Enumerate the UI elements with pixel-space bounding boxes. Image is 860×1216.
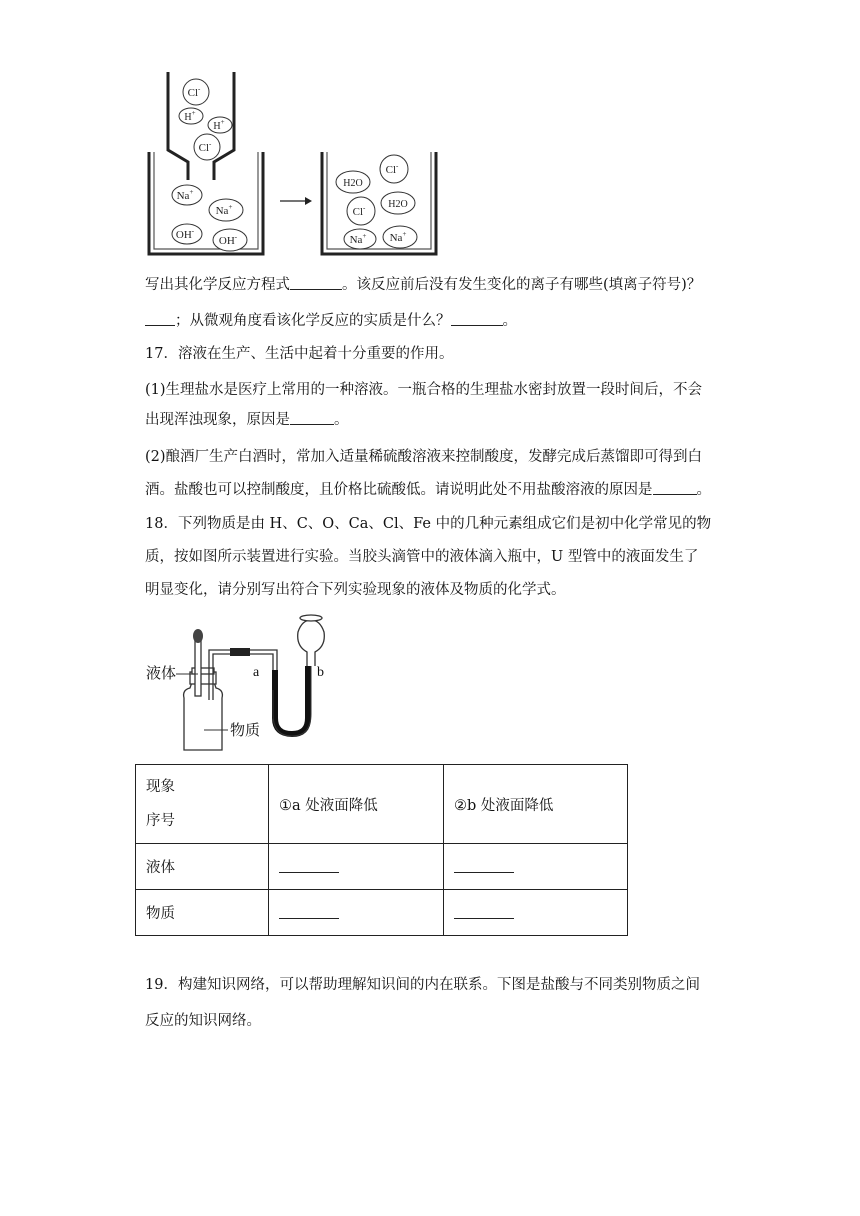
ion-label: H+ (184, 109, 196, 123)
answer-blank[interactable] (454, 904, 514, 919)
header-cell: 现象 序号 (136, 765, 269, 844)
row-label-substance: 物质 (136, 890, 269, 936)
answer-blank[interactable] (290, 410, 334, 425)
answer-blank[interactable] (454, 858, 514, 873)
q17-part2-line1: (2)酿酒厂生产白酒时，常加入适量稀硫酸溶液来控制酸度，发酵完成后蒸馏即可得到白 (145, 449, 703, 465)
table-cell (444, 890, 628, 936)
q17-part2-line2: 酒。盐酸也可以控制酸度，且价格比硫酸低。请说明此处不用盐酸溶液的原因是 。 (145, 482, 711, 498)
q19-line1: 19．构建知识网络，可以帮助理解知识间的内在联系。下图是盐酸与不同类别物质之间 (145, 977, 700, 993)
answer-blank[interactable] (279, 904, 339, 919)
ion-label: H2O (343, 178, 363, 189)
table-cell (444, 844, 628, 890)
header-col2: ②b 处液面降低 (444, 765, 628, 844)
ion-label: H+ (213, 118, 225, 132)
q17-part1-line2: 出现浑浊现象，原因是 。 (145, 412, 349, 428)
label-substance: 物质 (230, 723, 261, 739)
ion-label: Na+ (349, 232, 367, 246)
q18-line3: 明显变化，请分别写出符合下列实验现象的液体及物质的化学式。 (145, 582, 566, 598)
label-b: b (317, 665, 324, 680)
ion-label: H2O (388, 199, 408, 210)
label-a: a (253, 665, 260, 680)
answer-blank[interactable] (145, 311, 175, 326)
ion-label: Cl- (352, 204, 366, 218)
answer-blank[interactable] (653, 480, 697, 495)
answer-table (135, 764, 628, 936)
ion-label: Cl- (187, 85, 201, 99)
ion-label: OH- (175, 227, 195, 241)
table-cell (269, 890, 444, 936)
answer-blank[interactable] (290, 275, 342, 290)
q19-line2: 反应的知识网络。 (145, 1013, 261, 1029)
ion-label: Na+ (215, 203, 233, 217)
table-cell (269, 844, 444, 890)
q18-line1: 18．下列物质是由 H、C、O、Ca、Cl、Fe 中的几种元素组成它们是初中化学常见的物 (145, 516, 712, 532)
u-tube (275, 666, 308, 734)
label-liquid: 液体 (146, 666, 177, 682)
ion-label: Cl- (385, 162, 399, 176)
ion-label: OH- (218, 233, 238, 247)
ion-label: Cl- (198, 140, 212, 154)
answer-blank[interactable] (451, 311, 503, 326)
ion-label: Na+ (176, 188, 194, 202)
ion-label: Na+ (389, 230, 407, 244)
q17-part1-line1: (1)生理盐水是医疗上常用的一种溶液。一瓶合格的生理盐水密封放置一段时间后，不会 (145, 382, 703, 398)
row-label-liquid: 液体 (136, 844, 269, 890)
neutralization-diagram (140, 68, 450, 268)
answer-blank[interactable] (279, 858, 339, 873)
header-col1: ①a 处液面降低 (269, 765, 444, 844)
q16-line1: 写出其化学反应方程式 。该反应前后没有发生变化的离子有哪些(填离子符号)？ (145, 277, 702, 293)
apparatus-diagram (140, 610, 360, 760)
q16-line2: ；从微观角度看该化学反应的实质是什么？ 。 (145, 311, 517, 331)
q17-stem: 17．溶液在生产、生活中起着十分重要的作用。 (145, 346, 454, 362)
q18-line2: 质，按如图所示装置进行实验。当胶头滴管中的液体滴入瓶中，U 型管中的液面发生了 (145, 549, 699, 565)
